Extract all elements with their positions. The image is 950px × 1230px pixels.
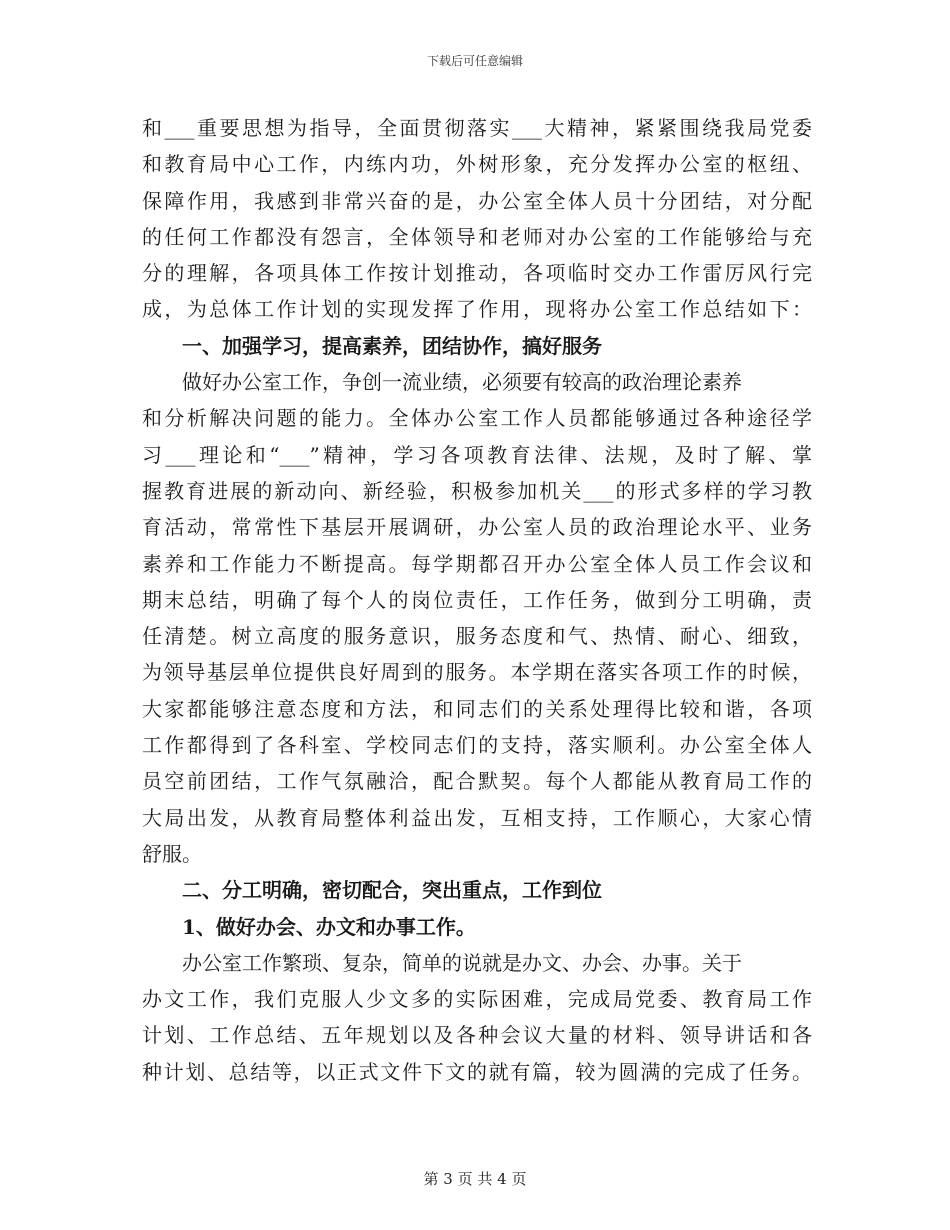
paragraph-line: 和___重要思想为指导，全面贯彻落实___大精神，紧紧围绕我局党委 (142, 116, 812, 140)
paragraph-line: 舒服。 (142, 841, 202, 866)
paragraph-line: 种计划、总结等，以正式文件下文的就有篇，较为圆满的完成了任务。 (142, 1059, 812, 1084)
paragraph-line: 为领导基层单位提供良好周到的服务。本学期在落实各项工作的时候， (142, 660, 812, 685)
page-footer: 第 3 页 共 4 页 (423, 1170, 527, 1188)
paragraph-line: 大局出发，从教育局整体利益出发，互相支持，工作顺心，大家心情 (142, 805, 812, 830)
section-heading: 1、做好办会、办文和办事工作。 (182, 914, 476, 939)
paragraph-line: 素养和工作能力不断提高。每学期都召开办公室全体人员工作会议和 (142, 551, 812, 576)
section-heading: 二、分工明确，密切配合，突出重点，工作到位 (182, 878, 602, 903)
paragraph-line: 计划、工作总结、五年规划以及各种会议大量的材料、领导讲话和各 (142, 1023, 812, 1048)
paragraph-line: 的任何工作都没有怨言，全体领导和老师对办公室的工作能够给与充 (142, 224, 812, 249)
paragraph-line: 任清楚。树立高度的服务意识，服务态度和气、热情、耐心、细致， (142, 624, 812, 649)
paragraph-line: 保障作用，我感到非常兴奋的是，办公室全体人员十分团结，对分配 (142, 188, 812, 213)
paragraph-line: 员空前团结，工作气氛融洽，配合默契。每个人都能从教育局工作的 (142, 769, 812, 794)
paragraph-line: 办文工作，我们克服人少文多的实际困难，完成局党委、教育局工作 (142, 987, 812, 1012)
paragraph-first-line: 办公室工作繁琐、复杂，简单的说就是办文、办会、办事。关于 (182, 950, 742, 975)
paragraph-first-line: 做好办公室工作，争创一流业绩，必须要有较高的政治理论素养 (182, 370, 742, 395)
paragraph-line: 大家都能够注意态度和方法，和同志们的关系处理得比较和谐，各项 (142, 696, 812, 721)
paragraph-line: 育活动，常常性下基层开展调研，办公室人员的政治理论水平、业务 (142, 515, 812, 540)
document-body (142, 110, 812, 1090)
paragraph-line: 习___理论和“___”精神，学习各项教育法律、法规，及时了解、掌 (142, 442, 812, 467)
section-heading: 一、加强学习，提高素养，团结协作，搞好服务 (182, 333, 602, 358)
paragraph-line: 分的理解，各项具体工作按计划推动，各项临时交办工作雷厉风行完 (142, 261, 812, 286)
paragraph-line: 和教育局中心工作，内练内功，外树形象，充分发挥办公室的枢纽、 (142, 152, 812, 177)
paragraph-line: 成，为总体工作计划的实现发挥了作用，现将办公室工作总结如下： (142, 297, 812, 322)
page-header: 下载后可任意编辑 (426, 54, 523, 68)
paragraph-line: 期末总结，明确了每个人的岗位责任，工作任务，做到分工明确，责 (142, 587, 812, 612)
paragraph-line: 和分析解决问题的能力。全体办公室工作人员都能够通过各种途径学 (142, 406, 812, 431)
paragraph-line: 工作都得到了各科室、学校同志们的支持，落实顺利。办公室全体人 (142, 733, 812, 758)
paragraph-line: 握教育进展的新动向、新经验，积极参加机关___的形式多样的学习教 (142, 478, 812, 503)
